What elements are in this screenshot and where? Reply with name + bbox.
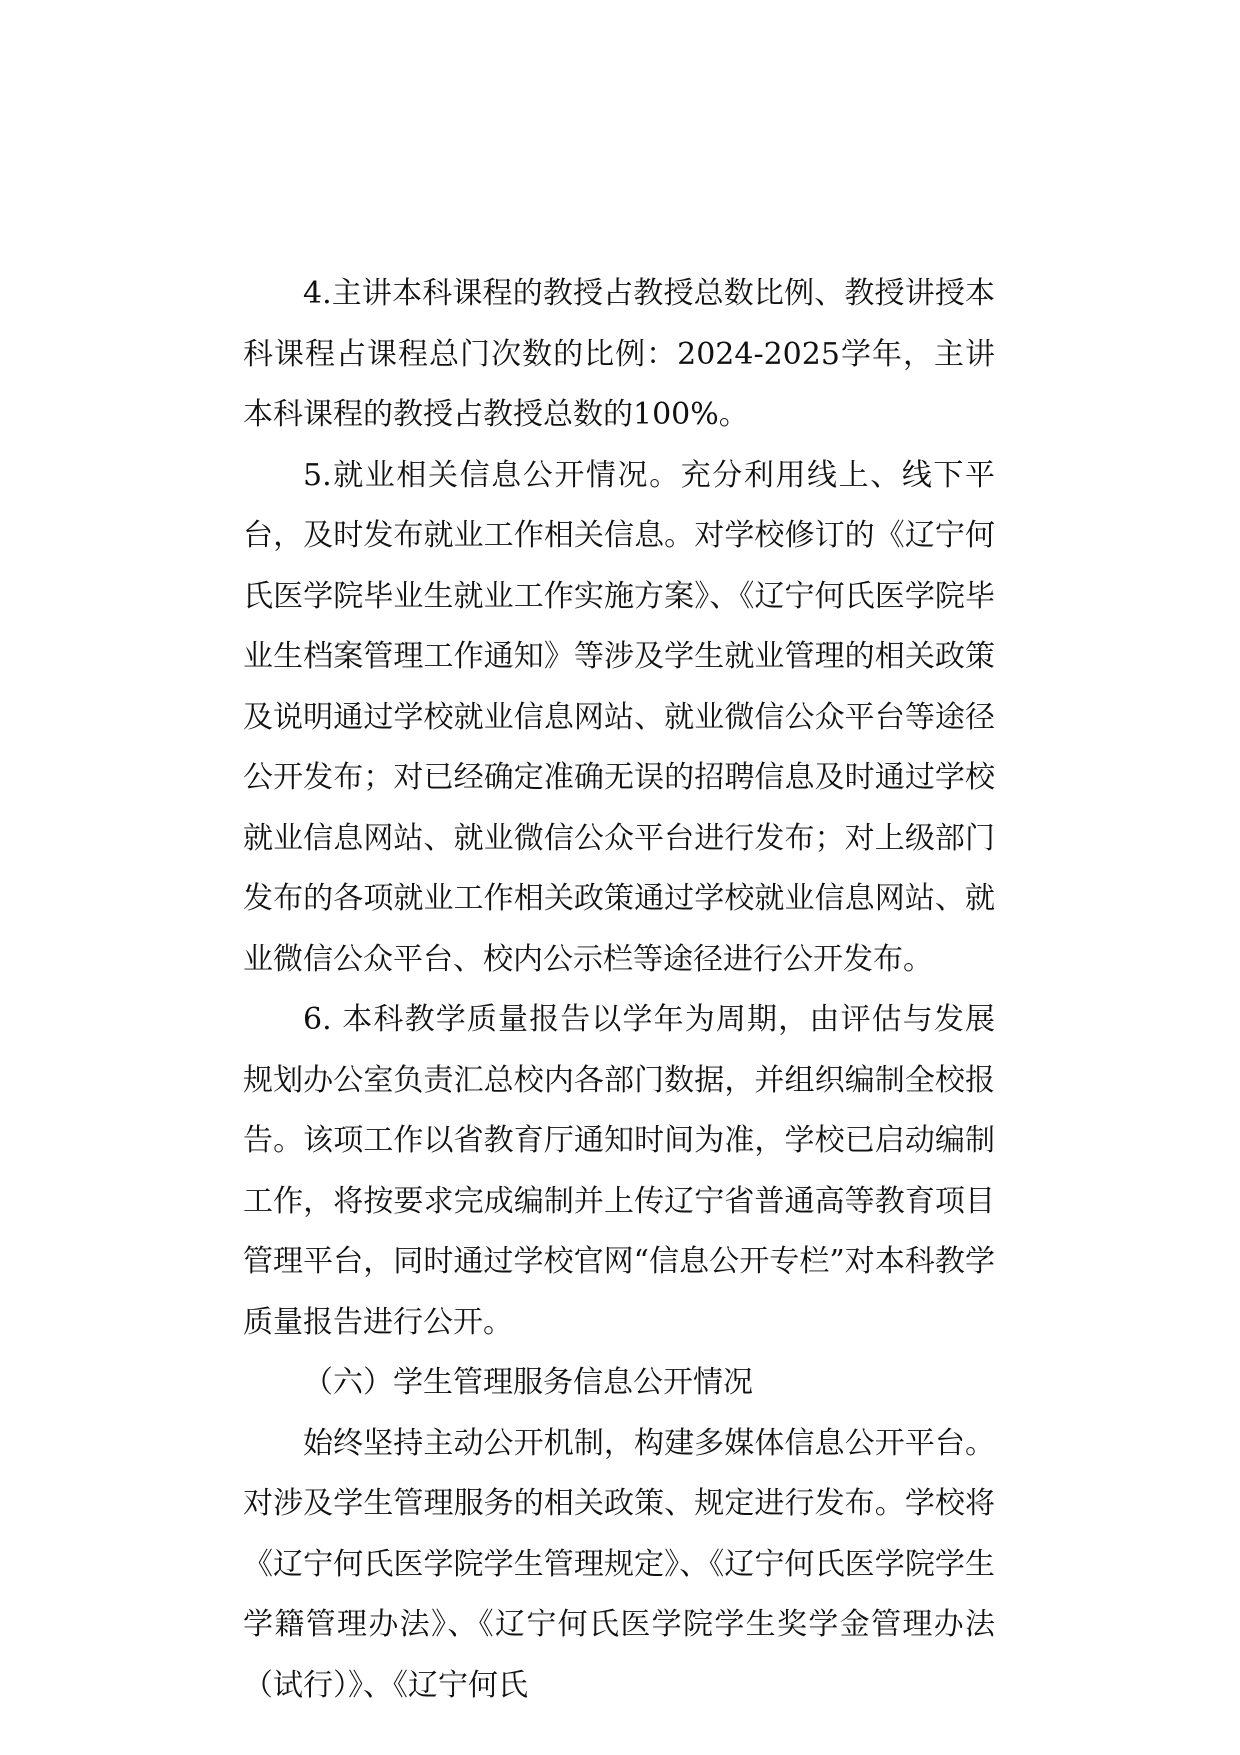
paragraph-teaching-quality-report: 6. 本科教学质量报告以学年为周期，由评估与发展规划办公室负责汇总校内各部门数据，并组织编制全校报告。该项工作以省教育厅通知时间为准，学校已启动编制工作，将按要求完成编制并上传辽宁省普通高等教育项目管理平台，同时通过学校官网“信息公开专栏”对本科教学质量报告进行公开。 [243,1002,995,1340]
paragraph-employment-info: 5.就业相关信息公开情况。充分利用线上、线下平台，及时发布就业工作相关信息。对学校修订的《辽宁何氏医学院毕业生就业工作实施方案》、《辽宁何氏医学院毕业生档案管理工作通知》等涉及学生就业管理的相关政策及说明通过学校就业信息网站、就业微信公众平台等途径公开发布；对已经确定准确无误的招聘信息及时通过学校就业信息网站、就业微信公众平台进行发布；对上级部门发布的各项就业工作相关政策通过学校就业信息网站、就业微信公众平台、校内公示栏等途径进行公开发布。 [243,457,995,977]
document-body [243,264,995,1716]
paragraph-student-management: 始终坚持主动公开机制，构建多媒体信息公开平台。对涉及学生管理服务的相关政策、规定进行发布。学校将《辽宁何氏医学院学生管理规定》、《辽宁何氏医学院学生学籍管理办法》、《辽宁何氏医学院学生奖学金管理办法（试行）》、《辽宁何氏 [243,1425,995,1703]
section-heading: （六）学生管理服务信息公开情况 [303,1365,753,1400]
paragraph-professor-ratio: 4.主讲本科课程的教授占教授总数比例、教授讲授本科课程占课程总门次数的比例：2024-2025学年，主讲本科课程的教授占教授总数的100%。 [243,276,995,432]
